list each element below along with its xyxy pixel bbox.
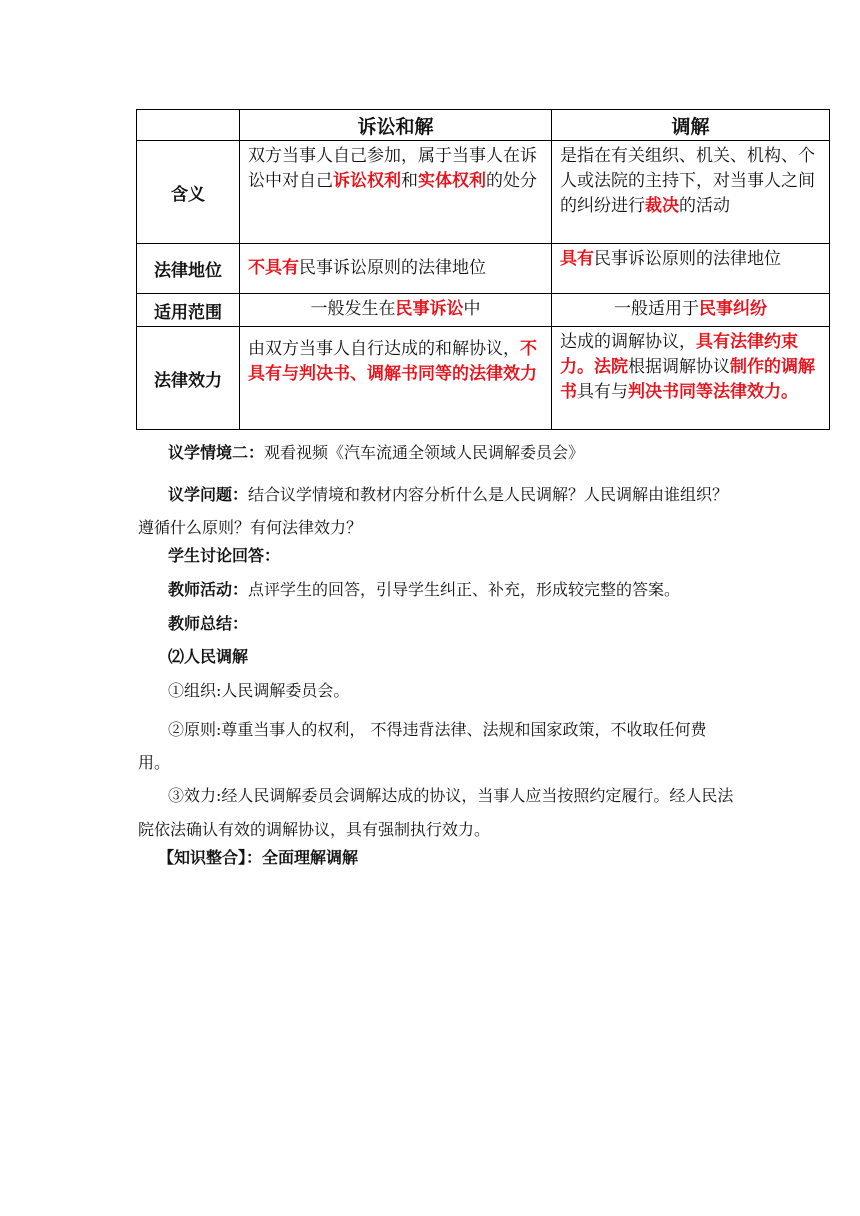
cell-scope-settlement: [240, 294, 552, 327]
paragraph-text: 观看视频《汽车流通全领域人民调解委员会》: [264, 443, 585, 462]
text-run: 一般适用于: [614, 299, 699, 319]
text-run: 民事诉讼原则的法律地位: [299, 257, 486, 278]
table-row: [137, 327, 830, 430]
paragraph-text: ②原则:尊重当事人的权利， 不得违背法律、法规和国家政策，不收取任何费用。: [138, 720, 707, 772]
paragraph-knowledge-integration: [158, 847, 758, 869]
cell-status-mediation: [552, 244, 830, 294]
cell-status-settlement: [240, 244, 552, 294]
text-run: 民事诉讼原则的法律地位: [594, 249, 781, 269]
paragraph-principle: [138, 713, 738, 779]
highlight-text: 诉讼权利: [333, 171, 401, 191]
highlight-text: 民事诉讼: [395, 299, 464, 319]
paragraph-label: 教师活动：: [168, 580, 249, 599]
text-run: 中: [463, 299, 481, 319]
row-label-legal-effect: 法律效力: [137, 327, 240, 430]
text-run: 的活动: [679, 196, 730, 216]
highlight-text: 民事纠纷: [699, 299, 767, 319]
highlight-text: 具有法律约束力。法院: [560, 332, 798, 377]
highlight-text: 不具有: [248, 257, 299, 278]
paragraph-effect: [138, 779, 738, 847]
paragraph-student-discussion: [168, 545, 768, 567]
highlight-text: 制作的调解书: [560, 357, 815, 402]
cell-effect-mediation: [552, 327, 830, 430]
paragraph-text: ①组织:人民调解委员会。: [168, 681, 350, 700]
text-run: 的处分: [486, 171, 537, 191]
paragraph-label: 学生讨论回答：: [168, 546, 281, 565]
paragraph-teacher-summary: [168, 613, 768, 635]
table-header-row: [137, 110, 830, 141]
row-label-legal-status: 法律地位: [137, 244, 240, 294]
cell-scope-mediation: [552, 294, 830, 327]
cell-effect-settlement: [240, 327, 552, 430]
paragraph-scenario: [168, 442, 768, 464]
header-cell-litigation-settlement: 诉讼和解: [240, 110, 552, 141]
row-label-meaning: 含义: [137, 141, 240, 244]
highlight-text: 裁决: [645, 196, 679, 216]
paragraph-teacher-activity: [168, 579, 768, 601]
highlight-text: 不具有与判决书、调解书同等的法律效力: [248, 339, 537, 384]
text-run: 具有与: [577, 382, 628, 402]
text-run: 和: [401, 171, 418, 191]
table-row: [137, 294, 830, 327]
table-row: [137, 244, 830, 294]
paragraph-question: [138, 478, 738, 544]
text-run: 由双方当事人自行达成的和解协议，: [248, 339, 520, 359]
highlight-text: 具有: [560, 249, 594, 269]
section-heading: ⑵人民调解: [168, 647, 249, 666]
header-cell-empty: [137, 110, 240, 141]
header-cell-mediation: 调解: [552, 110, 830, 141]
paragraph-label: 议学问题：: [168, 485, 249, 504]
text-run: 达成的调解协议，: [560, 332, 696, 352]
paragraph-organization: [168, 680, 768, 702]
highlight-text: 判决书同等法律效力。: [628, 382, 798, 402]
paragraph-text: 点评学生的回答，引导学生纠正、补充，形成较完整的答案。: [248, 580, 681, 599]
paragraph-text: ③效力:经人民调解委员会调解达成的协议，当事人应当按照约定履行。经人民法院依法确认有效的调解协议，具有强制执行效力。: [138, 786, 734, 839]
cell-meaning-mediation: [552, 141, 830, 244]
text-run: 一般发生在: [310, 299, 396, 319]
row-label-scope: 适用范围: [137, 294, 240, 327]
section-heading-peoples-mediation: [168, 646, 768, 668]
paragraph-text: 结合议学情境和教材内容分析什么是人民调解？人民调解由谁组织？遵循什么原则？有何法律效力？: [138, 485, 729, 537]
paragraph-label: 议学情境二：: [168, 443, 265, 462]
paragraph-label: 【知识整合】：全面理解调解: [158, 848, 359, 867]
text-run: 根据调解协议: [628, 357, 730, 377]
paragraph-label: 教师总结：: [168, 614, 249, 633]
table-row: [137, 141, 830, 244]
text-run: 双方当事人自己参加，属于当事人在诉讼中对自己: [248, 146, 537, 191]
comparison-table: [136, 109, 830, 430]
text-run: 是指在有关组织、机关、机构、个人或法院的主持下，对当事人之间的纠纷进行: [560, 146, 815, 216]
cell-meaning-settlement: [240, 141, 552, 244]
highlight-text: 实体权利: [418, 171, 486, 191]
